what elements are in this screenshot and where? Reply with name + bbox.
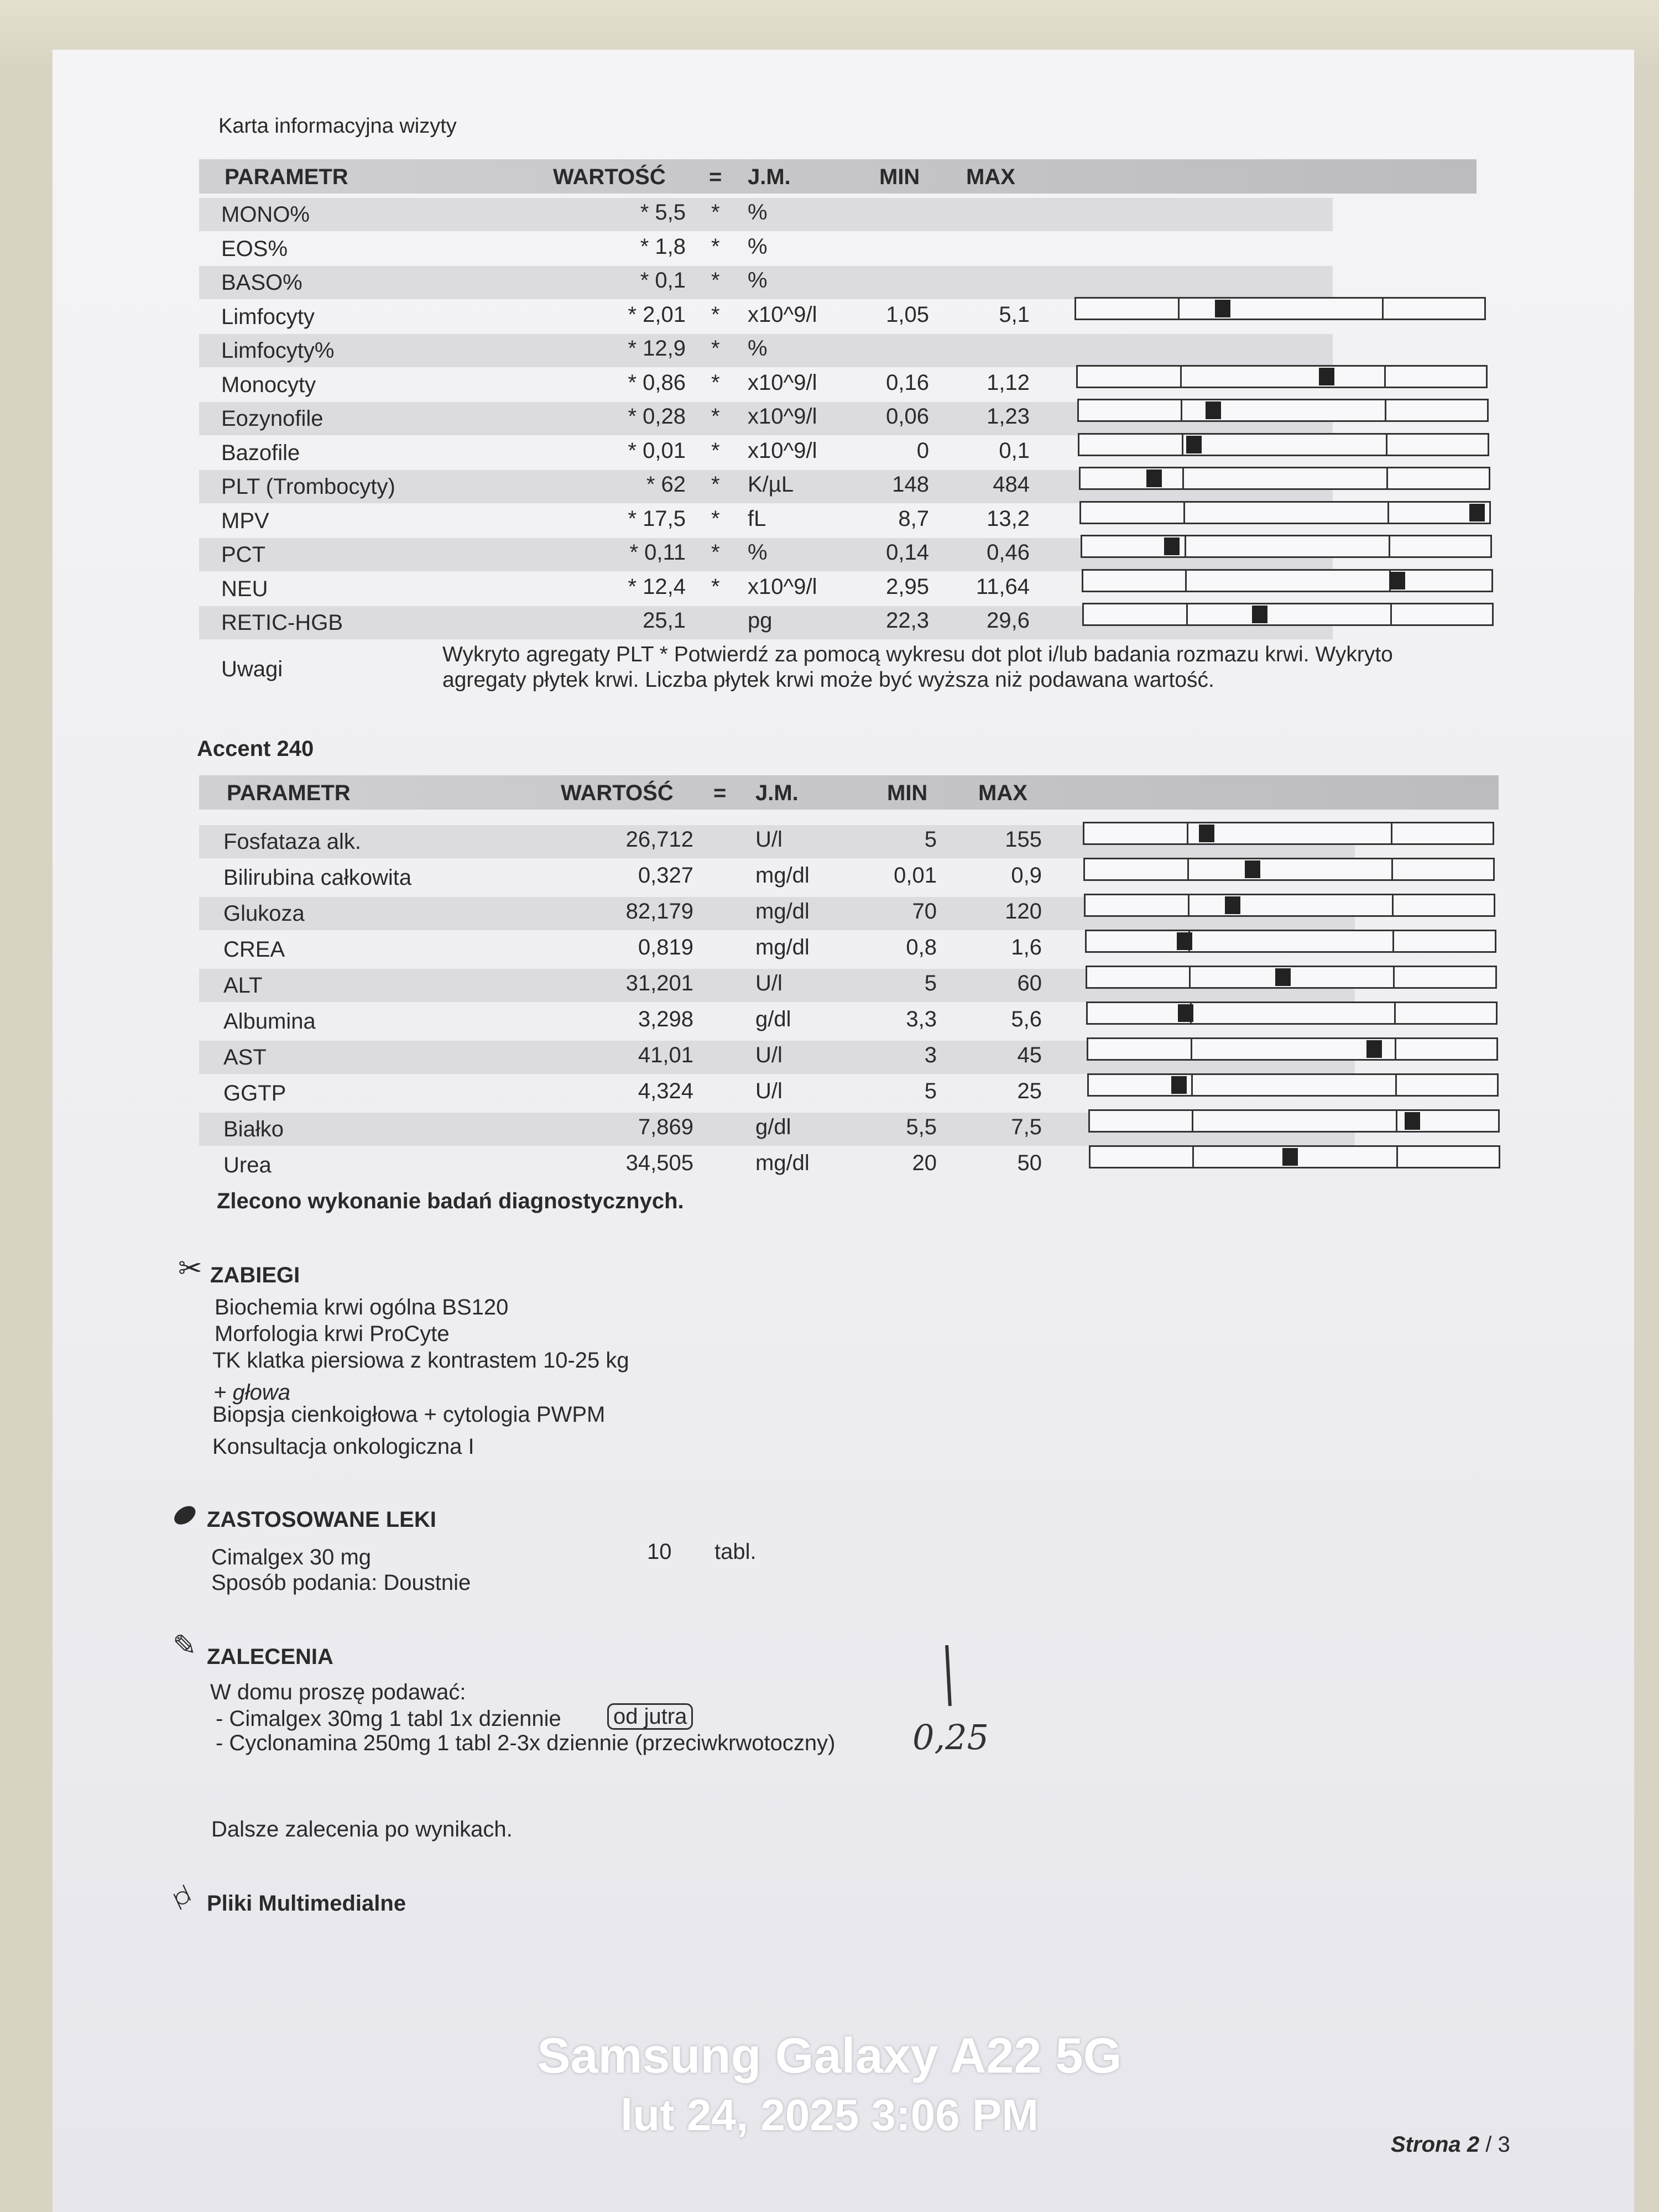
range-divider (1396, 1111, 1397, 1131)
param-flag: * (711, 506, 720, 531)
param-value: * 1,8 (640, 234, 686, 259)
drug-name: Cimalgex 30 mg (211, 1545, 372, 1569)
range-divider (1392, 931, 1394, 951)
param-value: * 12,4 (628, 574, 686, 599)
param-name: Limfocyty (221, 304, 315, 329)
param-name: EOS% (221, 236, 288, 261)
camera-watermark-device: Samsung Galaxy A22 5G (537, 2028, 1122, 2084)
range-bar (1083, 858, 1495, 881)
param-unit: mg/dl (755, 899, 810, 924)
range-bar (1086, 966, 1497, 989)
range-divider (1183, 503, 1185, 523)
param-unit: x10^9/l (748, 370, 817, 395)
param-min: 3 (924, 1043, 937, 1067)
param-max: 120 (1005, 899, 1042, 924)
param-max: 155 (1005, 827, 1042, 852)
range-marker (1186, 436, 1202, 453)
range-divider (1191, 1075, 1193, 1095)
range-divider (1385, 400, 1386, 420)
param-min: 5 (924, 971, 937, 995)
param-name: Glukoza (223, 901, 305, 926)
range-bar (1087, 1037, 1498, 1061)
table-header-band (199, 775, 1499, 810)
range-divider (1187, 859, 1189, 879)
range-divider (1382, 299, 1384, 319)
param-unit: mg/dl (755, 863, 810, 888)
pill-icon: ⬬ (165, 1495, 205, 1536)
param-min: 70 (912, 899, 937, 924)
paperclip-icon: ⌭ (163, 1878, 201, 1916)
param-name: Bilirubina całkowita (223, 865, 412, 890)
param-value: * 0,86 (628, 370, 686, 395)
page-number-total: 3 (1498, 2132, 1510, 2157)
param-min: 5,5 (906, 1115, 937, 1139)
range-divider (1395, 1075, 1397, 1095)
range-bar (1082, 569, 1493, 592)
param-flag: * (711, 404, 720, 429)
header-max: MAX (978, 781, 1027, 805)
range-divider (1393, 967, 1395, 987)
range-marker (1275, 968, 1291, 986)
range-divider (1394, 1003, 1396, 1023)
param-unit: pg (748, 608, 773, 633)
zabieg-item: TK klatka piersiowa z kontrastem 10-25 kg (212, 1348, 629, 1373)
leki-title: ZASTOSOWANE LEKI (207, 1507, 436, 1532)
param-value: 3,298 (638, 1007, 693, 1031)
range-bar (1074, 297, 1486, 320)
param-min: 20 (912, 1151, 937, 1175)
range-bar (1079, 467, 1490, 490)
param-value: * 0,01 (628, 438, 686, 463)
param-name: AST (223, 1045, 267, 1070)
param-max: 50 (1017, 1151, 1042, 1175)
header-min: MIN (887, 781, 928, 805)
param-min: 2,95 (886, 574, 929, 599)
param-flag: * (711, 234, 720, 259)
param-max: 5,1 (999, 302, 1030, 327)
param-flag: * (711, 200, 720, 225)
param-max: 0,1 (999, 438, 1030, 463)
range-divider (1181, 400, 1182, 420)
range-divider (1180, 367, 1182, 387)
range-bar (1076, 365, 1488, 388)
header-eq: = (713, 781, 727, 805)
range-bar (1087, 1073, 1499, 1097)
range-bar (1083, 822, 1494, 845)
range-marker (1215, 300, 1230, 317)
range-divider (1189, 967, 1191, 987)
param-value: * 0,28 (628, 404, 686, 429)
param-unit: % (748, 336, 768, 361)
param-name: Bazofile (221, 440, 300, 465)
param-min: 148 (892, 472, 929, 497)
param-name: Urea (223, 1153, 272, 1177)
param-value: 0,327 (638, 863, 693, 888)
range-marker (1282, 1148, 1298, 1166)
param-max: 484 (993, 472, 1030, 497)
zabiegi-title: ZABIEGI (210, 1263, 300, 1287)
param-value: * 0,11 (629, 540, 686, 565)
param-unit: x10^9/l (748, 438, 817, 463)
range-divider (1192, 1147, 1194, 1167)
handwritten-note: 0,25 (912, 1717, 989, 1757)
param-unit: U/l (755, 1043, 782, 1067)
param-flag: * (711, 268, 720, 293)
drug-quantity: 10 (647, 1540, 672, 1564)
param-unit: g/dl (755, 1115, 791, 1139)
range-marker (1405, 1112, 1420, 1130)
page-number-label: Strona (1391, 2132, 1461, 2157)
param-value: * 2,01 (628, 302, 686, 327)
param-min: 5 (924, 827, 937, 852)
param-flag: * (711, 574, 720, 599)
range-bar (1085, 930, 1496, 953)
page-number (1391, 2131, 1510, 2158)
header-parametr: PARAMETR (225, 165, 348, 189)
param-name: MPV (221, 508, 269, 533)
range-marker (1252, 606, 1267, 623)
param-value: 41,01 (638, 1043, 693, 1067)
param-name: PLT (Trombocyty) (221, 474, 395, 499)
range-divider (1391, 823, 1392, 843)
zalecenia-line-1: - Cimalgex 30mg 1 tabl 1x dziennie (216, 1707, 561, 1731)
header-min: MIN (879, 165, 920, 189)
param-value: * 17,5 (628, 506, 686, 531)
param-unit: mg/dl (755, 1151, 810, 1175)
handwritten-circle-od-jutra: od jutra (607, 1703, 693, 1730)
range-divider (1389, 536, 1390, 556)
param-name: PCT (221, 542, 265, 567)
zabieg-item: + głowa (213, 1380, 290, 1405)
param-max: 0,46 (987, 540, 1030, 565)
range-marker (1199, 825, 1214, 842)
range-marker (1319, 368, 1334, 385)
uwagi-line-1: Wykryto agregaty PLT * Potwierdź za pomocą wykresu dot plot i/lub badania rozmazu krwi. Wykryto (442, 643, 1393, 666)
range-divider (1386, 435, 1387, 455)
param-max: 45 (1017, 1043, 1042, 1067)
header-wartosc: WARTOŚĆ (553, 165, 666, 189)
param-value: 26,712 (625, 827, 693, 852)
param-flag: * (711, 438, 720, 463)
page-title: Karta informacyjna wizyty (218, 114, 457, 138)
param-unit: x10^9/l (748, 404, 817, 429)
range-marker (1177, 932, 1192, 950)
range-bar (1086, 1001, 1498, 1025)
table2-title: Accent 240 (197, 737, 314, 761)
param-max: 1,6 (1011, 935, 1042, 959)
range-divider (1192, 1111, 1193, 1131)
zabieg-item: Biochemia krwi ogólna BS120 (215, 1295, 509, 1319)
range-bar (1088, 1109, 1500, 1133)
param-unit: g/dl (755, 1007, 791, 1031)
zalecenia-title: ZALECENIA (207, 1645, 333, 1669)
range-marker (1171, 1076, 1187, 1094)
range-divider (1182, 435, 1183, 455)
param-value: 34,505 (625, 1151, 693, 1175)
camera-watermark-datetime: lut 24, 2025 3:06 PM (620, 2090, 1039, 2140)
page-number-sep: / (1485, 2132, 1492, 2157)
drug-quantity-unit: tabl. (714, 1540, 757, 1564)
param-value: * 0,1 (640, 268, 686, 293)
param-name: RETIC-HGB (221, 611, 343, 635)
param-name: NEU (221, 576, 268, 601)
header-parametr: PARAMETR (227, 781, 351, 805)
param-max: 25 (1017, 1079, 1042, 1103)
range-divider (1191, 1039, 1192, 1059)
param-value: 7,869 (638, 1115, 693, 1139)
param-value: 0,819 (638, 935, 693, 959)
range-divider (1384, 367, 1386, 387)
range-divider (1188, 895, 1190, 915)
param-max: 29,6 (987, 608, 1030, 633)
header-eq: = (709, 165, 722, 189)
pliki-title: Pliki Multimedialne (207, 1891, 406, 1916)
range-divider (1185, 536, 1186, 556)
header-jm: J.M. (755, 781, 799, 805)
param-max: 11,64 (975, 574, 1030, 599)
param-unit: U/l (755, 827, 782, 852)
range-marker (1366, 1040, 1382, 1058)
range-divider (1186, 604, 1188, 624)
range-divider (1390, 604, 1392, 624)
range-divider (1182, 468, 1184, 488)
diagnostics-note: Zlecono wykonanie badań diagnostycznych. (217, 1189, 684, 1213)
param-unit: U/l (755, 971, 782, 995)
param-value: 4,324 (638, 1079, 693, 1103)
param-value: 31,201 (625, 971, 693, 995)
param-name: MONO% (221, 202, 310, 227)
param-value: * 12,9 (628, 336, 686, 361)
range-marker (1164, 538, 1180, 555)
uwagi-label: Uwagi (221, 657, 283, 681)
range-divider (1386, 468, 1388, 488)
range-marker (1146, 469, 1162, 487)
param-name: BASO% (221, 270, 302, 295)
zalecenia-further: Dalsze zalecenia po wynikach. (211, 1817, 513, 1841)
param-unit: x10^9/l (748, 302, 817, 327)
range-marker (1225, 896, 1240, 914)
range-bar (1078, 433, 1489, 456)
param-value: 82,179 (625, 899, 693, 924)
range-divider (1387, 503, 1389, 523)
range-divider (1391, 859, 1393, 879)
param-name: Albumina (223, 1009, 316, 1034)
param-min: 5 (924, 1079, 937, 1103)
param-min: 1,05 (886, 302, 929, 327)
range-divider (1178, 299, 1180, 319)
range-marker (1178, 1004, 1193, 1022)
zalecenia-intro: W domu proszę podawać: (210, 1680, 466, 1704)
param-min: 0,14 (886, 540, 929, 565)
param-unit: % (748, 540, 768, 565)
param-value: * 62 (646, 472, 686, 497)
param-max: 1,23 (987, 404, 1030, 429)
param-name: Fosfataza alk. (223, 830, 362, 854)
page-number-current: 2 (1467, 2132, 1480, 2157)
param-value: * 5,5 (640, 200, 686, 225)
param-unit: % (748, 234, 768, 259)
header-wartosc: WARTOŚĆ (561, 781, 674, 805)
range-marker (1390, 572, 1405, 589)
param-flag: * (711, 302, 720, 327)
range-divider (1396, 1147, 1398, 1167)
param-max: 13,2 (987, 506, 1030, 531)
param-min: 0,8 (906, 935, 937, 959)
table-header-band (199, 159, 1477, 194)
header-jm: J.M. (748, 165, 791, 189)
drug-route: Sposób podania: Doustnie (211, 1571, 471, 1595)
range-bar (1089, 1145, 1500, 1168)
edit-icon: ✎ (173, 1630, 197, 1662)
param-min: 0,06 (886, 404, 929, 429)
param-max: 1,12 (987, 370, 1030, 395)
range-divider (1185, 571, 1187, 591)
range-bar (1079, 501, 1491, 524)
param-name: CREA (223, 937, 285, 962)
header-max: MAX (966, 165, 1015, 189)
param-min: 0 (916, 438, 929, 463)
param-name: GGTP (223, 1081, 286, 1105)
param-min: 3,3 (906, 1007, 937, 1031)
range-bar (1084, 894, 1495, 917)
param-unit: x10^9/l (748, 574, 817, 599)
param-unit: K/µL (748, 472, 794, 497)
range-bar (1081, 535, 1492, 558)
range-divider (1187, 823, 1188, 843)
range-divider (1392, 895, 1394, 915)
range-marker (1245, 860, 1260, 878)
range-bar (1082, 603, 1494, 626)
uwagi-line-2: agregaty płytek krwi. Liczba płytek krwi może być wyższa niż podawana wartość. (442, 668, 1214, 692)
param-flag: * (711, 540, 720, 565)
param-unit: % (748, 268, 768, 293)
param-max: 60 (1017, 971, 1042, 995)
param-value: 25,1 (643, 608, 686, 633)
zabieg-item: Konsultacja onkologiczna I (212, 1434, 474, 1459)
param-min: 22,3 (886, 608, 929, 633)
param-unit: % (748, 200, 768, 225)
param-unit: fL (748, 506, 766, 531)
param-name: Eozynofile (221, 406, 324, 431)
handwritten-stroke (945, 1645, 952, 1706)
param-flag: * (711, 472, 720, 497)
param-max: 7,5 (1011, 1115, 1042, 1139)
param-unit: mg/dl (755, 935, 810, 959)
zabieg-item: Morfologia krwi ProCyte (215, 1322, 450, 1346)
param-min: 0,01 (894, 863, 937, 888)
range-divider (1395, 1039, 1396, 1059)
param-name: ALT (223, 973, 263, 998)
param-flag: * (711, 336, 720, 361)
zalecenia-line-2: - Cyclonamina 250mg 1 tabl 2-3x dziennie (przeciwkrwotoczny) (216, 1731, 836, 1755)
param-min: 0,16 (886, 370, 929, 395)
param-name: Monocyty (221, 372, 316, 397)
range-marker (1206, 401, 1221, 419)
scissors-icon: ✂ (178, 1253, 202, 1285)
param-name: Limfocyty% (221, 338, 335, 363)
range-bar (1077, 399, 1489, 422)
range-marker (1469, 504, 1485, 521)
param-min: 8,7 (898, 506, 929, 531)
param-name: Białko (223, 1117, 284, 1141)
param-flag: * (711, 370, 720, 395)
param-max: 5,6 (1011, 1007, 1042, 1031)
param-max: 0,9 (1011, 863, 1042, 888)
param-unit: U/l (755, 1079, 782, 1103)
zabieg-item: Biopsja cienkoigłowa + cytologia PWPM (212, 1402, 606, 1427)
